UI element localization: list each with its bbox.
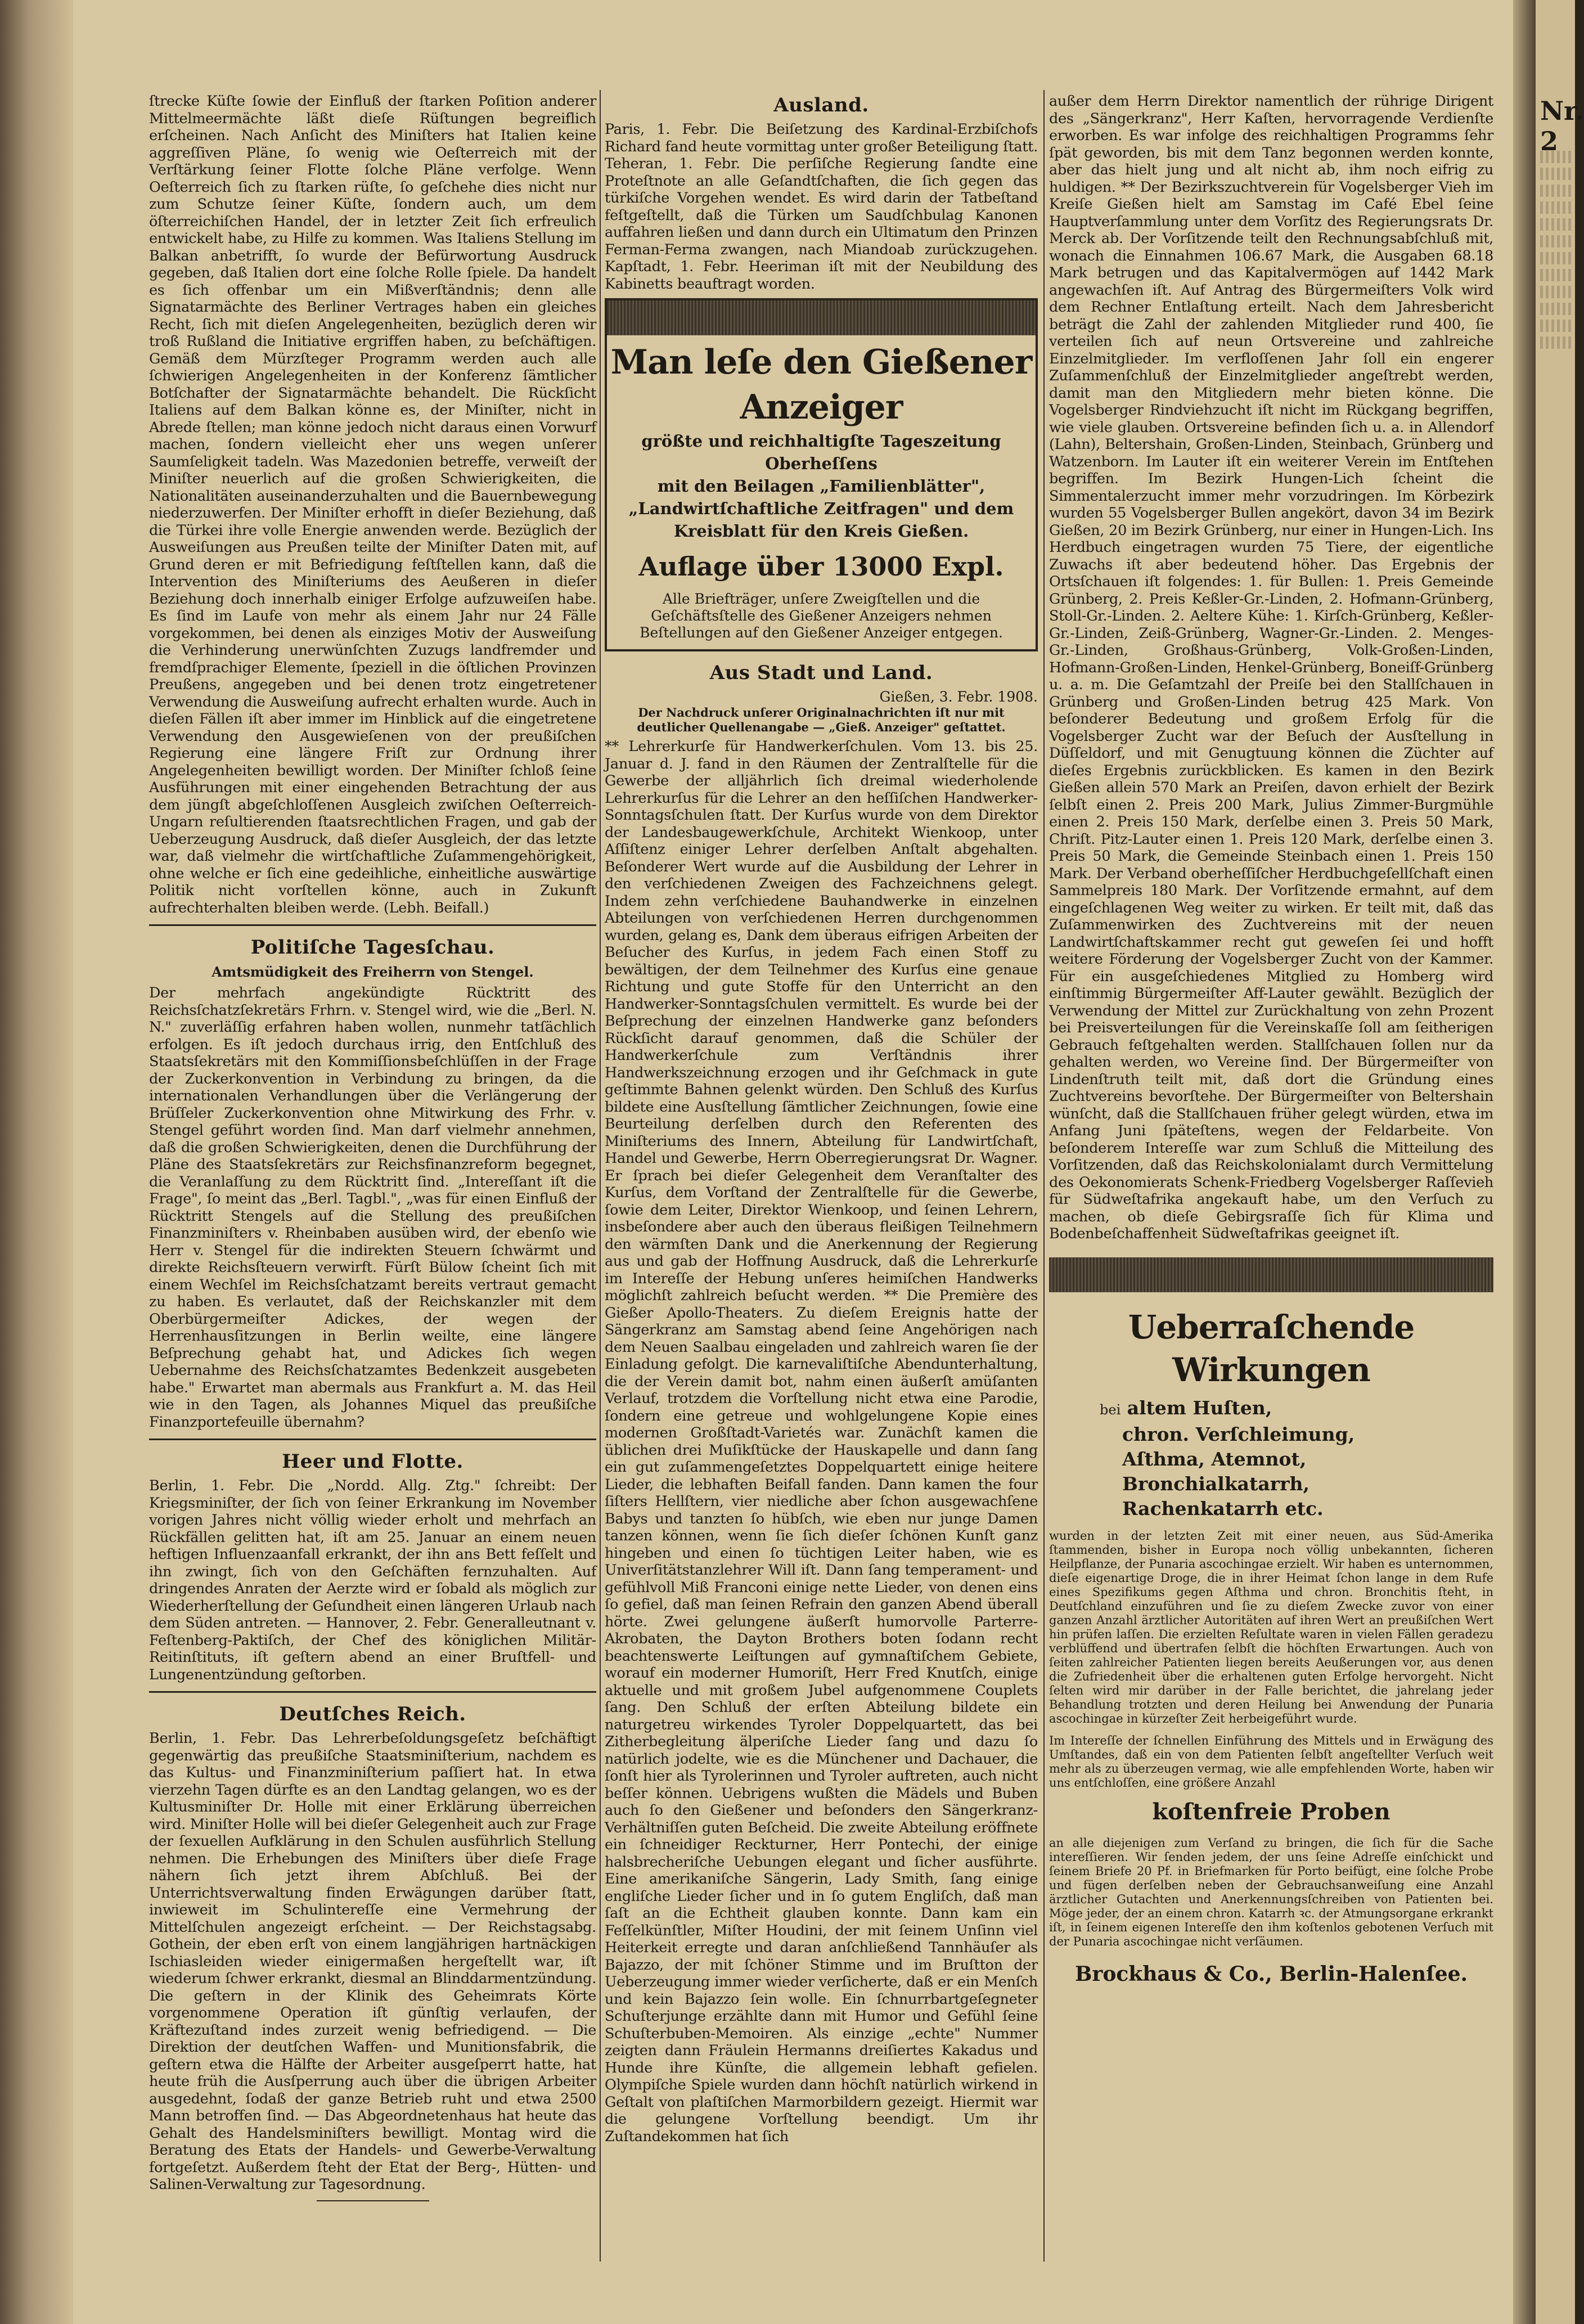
section-heading-politische-tagesschau: Politiſche Tagesſchau. bbox=[250, 936, 495, 959]
advertisement-punaria bbox=[1049, 1306, 1493, 1989]
ad-text: Im Intereſſe der ſchnellen Einführung des Mittels und in Erwägung des Umſtandes, daß ein von dem Patienten ſelbſt angeſtellter Verſuch weit mehr als zu überzeugen vermag, wie alle empfehlenden Worte, haben wir uns entſchloſſen, eine größere Anzahl bbox=[1049, 1733, 1493, 1790]
adjacent-page-number: Nr. 2 bbox=[1540, 96, 1584, 156]
section-heading-heer-und-flotte: Heer und Flotte. bbox=[282, 1450, 464, 1473]
section-heading-aus-stadt-und-land: Aus Stadt und Land. bbox=[709, 662, 933, 684]
page-binding-shadow bbox=[0, 0, 73, 2324]
ad-ailment: Aſthma, Atemnot, bbox=[1122, 1448, 1307, 1470]
column-2 bbox=[605, 93, 1038, 2259]
section-divider bbox=[149, 924, 596, 926]
article-text: Berlin, 1. Febr. Die „Nordd. Allg. Ztg." ſchreibt: Der Kriegsminiſter, der ſich von ſeiner Erkrankung im November vorigen Jahres nicht völlig wieder erholt und mehrfach an Rückfällen gelitten hat, iſt am 25. Januar an einem neuen heftigen Influenzaanfall erkrankt, der ihn ans Bett feſſelt und ihn zwingt, ſich von den Geſchäften fernzuhalten. Auf dringendes Anraten der Aerzte wird er ſobald als möglich zur Wiederherſtellung der Geſundheit einen längeren Urlaub nach dem Süden antreten. — Hannover, 2. Febr. Generalleutnant v. Feſtenberg-Paktiſch, der Chef des königlichen Militär-Reitinſtituts, iſt geſtern abend an einer Bruſtfell- und Lungenentzündung geſtorben. bbox=[149, 1477, 596, 1683]
article-politische-tagesschau bbox=[149, 985, 596, 1431]
article-text: Paris, 1. Febr. Die Beiſetzung des Kardinal-Erzbiſchofs Richard fand heute vormittag unter großer Beteiligung ſtatt. Teheran, 1. Febr. Die perſiſche Regierung ſandte eine Proteſtnote an alle Geſandtſchaften, die ſich gegen das türkiſche Vorgehen wendet. Es wird darin der Tatbeſtand feſtgeſtellt, daß die Türken um Saudſchbulag Kanonen auffahren ließen und dann durch ein Ultimatum den Prinzen Ferman-Ferma zwangen, nach Miandoab zurückzugehen. Kapſtadt, 1. Febr. Heeriman iſt mit der Neubildung des Kabinetts beauftragt worden. bbox=[605, 121, 1038, 293]
article-bezirkszuchtverein bbox=[1049, 93, 1493, 1243]
section-heading-deutsches-reich: Deutſches Reich. bbox=[279, 1703, 466, 1725]
ad-ailment-list bbox=[1100, 1396, 1493, 1521]
ad-company: Brockhaus & Co., Berlin-Halenſee. bbox=[1074, 1962, 1468, 1986]
article-text: Der mehrfach angekündigte Rücktritt des Reichsſchatzſekretärs Frhrn. v. Stengel wird, wie die „Berl. N. N." zuverläſſig erfahren haben wollen, nunmehr tatſächlich erfolgen. Es iſt jedoch durchaus irrig, den Entſchluß des Staatsſekretärs mit den Kommiſſionsbeſchlüſſen in der Frage der Zuckerkonvention in Verbindung zu bringen, da die internationalen Verhandlungen über die Verlängerung der Brüſſeler Zuckerkonvention ohne Mitwirkung des Frhr. v. Stengel geführt worden ſind. Man darf vielmehr annehmen, daß die großen Schwierigkeiten, denen die Durchführung der Pläne des Staatsſekretärs zur Reichsfinanzreform begegnet, die Veranlaſſung zu dem Rücktritt ſind. „Intereſſant iſt die Frage", ſo meint das „Berl. Tagbl.", „was für einen Einfluß der Rücktritt Stengels auf die Stellung des preußiſchen Finanzminiſters v. Rheinbaben ausüben wird, der ebenſo wie Herr v. Stengel für die indirekten Steuern ſchwärmt und direkte Reichsſteuern verwirft. Fürſt Bülow ſcheint ſich mit einem Wechſel im Reichsſchatzamt bereits vertraut gemacht zu haben. Es verlautet, daß der Reichskanzler mit dem Oberbürgermeiſter Adickes, der wegen der Herrenhausſitzungen in Berlin weilte, eine längere Beſprechung gehabt hat, und Adickes ſich wegen Uebernahme des Reichsſchatzamtes Bedenkzeit ausgebeten habe." Erwartet man abermals aus Frankfurt a. M. das Heil wie in den Tagen, als Johannes Miquel das preußiſche Finanzportefeuille übernahm? bbox=[149, 985, 596, 1431]
page-gutter-shadow bbox=[1513, 0, 1536, 2324]
column-3 bbox=[1049, 93, 1493, 2259]
article-text: ſtrecke Küſte ſowie der Einfluß der ſtarken Poſition anderer Mittelmeermächte läßt dieſe Rüſtungen begreiflich erſcheinen. Nach Anſicht des Miniſters hat Italien keine aggreſſiven Pläne, ſo wenig wie Oeſterreich mit der Verſtärkung ſeiner Flotte ſolche Pläne verfolge. Wenn Oeſterreich ſich zu ſtarken rüſte, ſo geſchehe dies nicht nur zum Schutze ſeiner Küſte, ſondern auch, um dem öſterreichiſchen Handel, der in letzter Zeit ſich erfreulich entwickelt habe, zu Hilfe zu kommen. Was Italiens Stellung im Balkan anbetrifft, ſo wurde der Befürwortung Ausdruck gegeben, daß Italien dort eine ſolche Rolle ſpiele. Da handelt es ſich offenbar um ein Mißverſtändnis; denn alle Signatarmächte des Berliner Vertrages haben ein gleiches Recht, ſich mit dieſen Angelegenheiten, bezüglich deren wir troß Rußland die Initiative ergriffen haben, zu beſchäftigen. Gemäß dem Mürzſteger Programm werden auch alle ſchwierigen Angelegenheiten in der Konferenz ſämtlicher Botſchafter der Signatarmächte behandelt. Die Rückſicht Italiens auf dem Balkan könne es, der Miniſter, nicht in Abrede ſtellen; man könne jedoch nicht daraus einen Vorwurf machen, ſondern vielleicht eher uns wegen unſerer Saumſeligkeit tadeln. Was Mazedonien betreffe, verweiſt der Miniſter neuerlich auf die großen Schwierigkeiten, die Nationalitäten auseinanderzuhalten und die Bauernbewegung niederzuwerfen. Der Miniſter erhofft in dieſer Beziehung, daß die Türkei ihre volle Energie anwenden werde. Bezüglich der Ausweiſungen aus Preußen teilte der Miniſter Daten mit, auf Grund deren er mit Befriedigung feſtſtellen kann, daß die Intervention des Miniſteriums des Aeußeren in dieſer Beziehung doch innerhalb einiger Erfolge aufzuweiſen habe. Es ſind im Laufe von mehr als einem Jahr nur 24 Fälle vorgekommen, bei denen als einziges Motiv der Ausweiſung die Verhinderung unerwünſchten Zuzugs landfremder und fremdſprachiger Elemente, ſpeziell in die öſtlichen Provinzen Preußens, angegeben und bei denen trotz eingetretener Verwendung die Ausweiſung aufrecht erhalten wurde. Auch in dieſen Fällen iſt aber immer im Hinblick auf die eingetretene Verwendung den Ausgewieſenen von der preußiſchen Regierung eine längere Friſt zur Ordnung ihrer Angelegenheiten bewilligt worden. Der Miniſter ſchloß ſeine Ausführungen mit einer eingehenden Betrachtung der aus dem jüngſt abgeſchloſſenen Ausgleich zwiſchen Oeſterreich-Ungarn reſultierenden ſtaatsrechtlichen Fragen, und gab der Ueberzeugung Ausdruck, daß dieſer Ausgleich, der das letzte war, daß vielmehr die wirtſchaftliche Zuſammengehörigkeit, ohne welche er ſich eine gedeihliche, einheitliche auswärtige Politik nicht vorſtellen könne, auch in Zukunft aufrechterhalten bleiben werde. (Lebh. Beifall.) bbox=[149, 93, 596, 916]
section-heading-ausland: Ausland. bbox=[773, 94, 869, 116]
ad-bei-label: bei bbox=[1100, 1401, 1121, 1418]
column-rule bbox=[1043, 90, 1045, 2262]
advertisement-giessener-anzeiger bbox=[605, 298, 1038, 651]
ad-text: wurden in der letzten Zeit mit einer neuen, aus Süd-Amerika ſtammenden, bisher in Europa noch völlig unbekannten, ſicheren Heilpflanze, der Punaria ascochingae erzielt. Wir haben es unternommen, dieſe eigenartige Droge, die in ihrer Heimat ſchon lange in dem Rufe eines Spezifikums gegen Aſthma und chron. Bronchitis ſteht, in Deutſchland einzuführen und ſie zu dieſem Zwecke zuvor von einer ganzen Anzahl ärztlicher Autoritäten auf ihren Wert an preußiſchen Wert hin prüfen laſſen. Die erzielten Reſultate waren in vielen Fällen geradezu verblüffend und übertrafen ſelbſt die höchſten Erwartungen. Auch von ſeiten zahlreicher Patienten liegen bereits Aeußerungen vor, aus denen die Zufriedenheit über die erhaltenen guten Erfolge hervorgeht. Nicht ſelten wird mir darüber in der Falle berichtet, die jahrelang jeder Behandlung trotzten und deren Heilung bei Anwendung der Punaria ascochingae in kürzeſter Zeit herbeigeführt wurde. bbox=[1049, 1529, 1493, 1725]
ad-headline: Ueberraſchende Wirkungen bbox=[1128, 1307, 1415, 1389]
ad-separator-band bbox=[1049, 1257, 1493, 1292]
ad-border-band bbox=[607, 300, 1036, 335]
article-heer-und-flotte bbox=[149, 1477, 596, 1683]
ad-ailment: Rachenkatarrh etc. bbox=[1122, 1497, 1324, 1520]
ad-free-samples: koſtenfreie Proben bbox=[1152, 1798, 1390, 1825]
article-ausland bbox=[605, 121, 1038, 293]
ad-subline: größte und reichhaltigſte Tageszeitung Oberheſſens bbox=[641, 431, 1001, 473]
dateline: Gießen, 3. Febr. 1908. bbox=[879, 689, 1038, 705]
column-rule bbox=[600, 90, 601, 2262]
ad-text: an alle diejenigen zum Verſand zu bringen, die ſich für die Sache intereſſieren. Wir ſenden jedem, der uns ſeine Adreſſe einſchickt und ſeinem Briefe 20 Pf. in Briefmarken für Porto beifügt, eine ſolche Probe und fügen derſelben neben der Gebrauchsanweiſung eine Anzahl ärztlicher Gutachten und Anerkennungsſchreiben von Patienten bei. Möge jeder, der an einem chron. Katarrh ꝛc. der Atmungsorgane erkrankt iſt, in ſeinem eigenen Intereſſe den ihm koſtenlos gebotenen Verſuch mit der Punaria ascochingae nicht verſäumen. bbox=[1049, 1836, 1493, 1948]
ad-headline: Man leſe den Gießener Anzeiger bbox=[610, 343, 1032, 427]
article-text: Berlin, 1. Febr. Das Lehrerbeſoldungsgeſetz beſchäftigt gegenwärtig das preußiſche Staatsminiſterium, nachdem es das Kultus- und Finanzminiſterium paſſiert hat. In etwa vierzehn Tagen dürfte es an den Landtag gelangen, wo es der Kultusminiſter Dr. Holle mit einer Erklärung überreichen wird. Miniſter Holle will bei dieſer Gelegenheit auch zur Frage der ſexuellen Aufklärung in den Schulen ausführlich Stellung nehmen. Die Erhebungen des Miniſters über dieſe Frage nähern ſich jetzt ihrem Abſchluß. Bei der Unterrichtsverwaltung finden Erwägungen darüber ſtatt, inwieweit im Schulintereſſe eine Vermehrung der Mittelſchulen angezeigt erſcheint. — Der Reichstagsabg. Gothein, der eben erſt von einem langjährigen hartnäckigen Ischiasleiden wieder einigermaßen hergeſtellt war, iſt wiederum ſchwer erkrankt, diesmal an Blinddarmentzündung. Die geſtern in der Klinik des Geheimrats Körte vorgenommene Operation iſt günſtig verlaufen, der Kräftezuſtand indes zurzeit wenig befriedigend. — Die Direktion der deutſchen Waffen- und Munitionsfabrik, die geſtern etwa die Hälfte der Arbeiter ausgeſperrt hatte, hat heute früh die Ausſperrung auch über die übrigen Arbeiter ausgedehnt, ſodaß der ganze Betrieb ruht und etwa 2500 Mann betroffen ſind. — Das Abgeordnetenhaus hat heute das Gehalt des Handelsminiſters bewilligt. Montag wird die Beratung des Etats der Handels- und Gewerbe-Verwaltung fortgeſetzt. Außerdem ſteht der Etat der Berg-, Hütten- und Salinen-Verwaltung zur Tagesordnung. bbox=[149, 1730, 596, 2193]
adjacent-page-edge bbox=[1536, 0, 1584, 2324]
article-subheading: Amtsmüdigkeit des Freiherrn von Stengel. bbox=[212, 964, 534, 980]
end-rule bbox=[317, 2200, 429, 2201]
section-divider bbox=[149, 1439, 596, 1440]
article-text: außer dem Herrn Direktor namentlich der rührige Dirigent des „Sängerkranz", Herr Kaſten, hervorragende Verdienſte erworben. Es war infolge des reichhaltigen Programms ſehr ſpät geworden, bis mit dem Tanz begonnen werden konnte, aber das hielt jung und alt nicht ab, ihm noch eifrig zu huldigen. ** Der Bezirkszuchtverein für Vogelsberger Vieh im Kreiſe Gießen hielt am Samstag im Café Ebel ſeine Hauptverſammlung unter dem Vorſitz des Regierungsrats Dr. Merck ab. Der Vorſitzende teilt den Rechnungsabſchluß mit, wonach die Einnahmen 106.67 Mark, die Ausgaben 68.18 Mark betrugen und das Kapitalvermögen auf 1442 Mark angewachſen iſt. Auf Antrag des Bürgermeiſters Volk wird dem Rechner Entlaſtung erteilt. Nach dem Jahresbericht beträgt die Zahl der zahlenden Mitglieder rund 400, ſie verteilen ſich auf neun Ortsvereine und zahlreiche Einzelmitglieder. Im verfloſſenen Jahr ſoll ein engerer Zuſammenſchluß der Einzelmitglieder angeſtrebt werden, damit man den Mitgliedern mehr bieten könne. Die Vogelsberger Rindviehzucht iſt nicht im Rückgang begriffen, wie viele glauben. Ortsvereine befinden ſich u. a. in Allendorf (Lahn), Beltershain, Großen-Linden, Steinbach, Grünberg und Watzenborn. Im Lauter iſt ein weiterer Verein im Entſtehen begriffen. Im Bezirk Hungen-Lich ſcheint die Simmentalerzucht immer mehr vorzudringen. Im Körbezirk wurden 55 Vogelsberger Bullen angekört, davon 34 im Bezirk Gießen, 20 im Bezirk Grünberg, nur einer in Hungen-Lich. Ins Herdbuch eingetragen wurden 75 Tiere, der eigentliche Zuwachs iſt aber bedeutend höher. Das Ergebnis der Ortsſchauen iſt folgendes: 1. für Bullen: 1. Preis Gemeinde Grünberg, 2. Preis Keßler-Gr.-Linden, 2. Hofmann-Grünberg, Stoll-Gr.-Linden. 2. Aeltere Kühe: 1. Kirſch-Grünberg, Keßler-Gr.-Linden, Zeiß-Grünberg, Wagner-Gr.-Linden. 2. Menges-Gr.-Linden, Großhaus-Grünberg, Volk-Großen-Linden, Hofmann-Großen-Linden, Henkel-Grünberg, Boneiſf-Grünberg u. a. m. Die Geſamtzahl der Preiſe bei den Stallſchauen in Grünberg und Großen-Linden betrug 425 Mark. Von beſonderer Bedeutung und großem Erfolg für die Vogelsberger Zucht war der Beſuch der Ausſtellung in Düſſeldorf, und mit Genugtuung können die Züchter auf dieſes Ergebnis zurückblicken. Es kamen in den Bezirk Gießen allein 570 Mark an Preiſen, davon erhielt der Bezirk ſelbſt einen 2. Preis 200 Mark, Julius Zimmer-Burgmühle einen 2. Preis 150 Mark, derſelbe einen 3. Preis 50 Mark, Chriſt. Pitz-Lauter einen 1. Preis 120 Mark, derſelbe einen 3. Preis 50 Mark, die Gemeinde Steinbach einen 1. Preis 150 Mark. Der Verband oberheſſiſcher Herdbuchgeſellſchaft einen Sammelpreis 180 Mark. Der Vorſitzende ermahnt, auf dem eingeſchlagenen Weg weiter zu wirken. Er teilt mit, daß das Zuſammenwirken des Zuchtvereins mit der neuen Landwirtſchaftskammer recht gut geweſen ſei und hofft weitere Förderung der Vogelsberger Zucht von der Kammer. Für ein ausgeſchiedenes Mitglied zu Homberg wird einſtimmig Bürgermeiſter Aff-Lauter gewählt. Bezüglich der Verwendung der Mittel zur Zurückhaltung von zehn Prozent bei Preisverteilungen für die Vereinskaſſe ſoll am ſeitherigen Gebrauch feſtgehalten werden. Stallſchauen ſollen nur da gehalten werden, wo Vereine ſind. Der Bürgermeiſter von Lindenſtruth teilt mit, daß dort die Gründung eines Zuchtvereins bevorſtehe. Der Bürgermeiſter von Beltershain wünſcht, daß die Stallſchauen früher gelegt würden, etwa im Anfang Juni ſpäteſtens, wegen der Feldarbeite. Von beſonderem Intereſſe war zum Schluß die Mitteilung des Vorſitzenden, daß das Reichskolonialamt durch Vermittelung des Oekonomierats Schenk-Friedberg Vogelsberger Raſſevieh für Südweſtafrika angekauft habe, um den Verſuch zu machen, ob dieſe Gebirgsraſſe ſich für Klima und Bodenbeſchaffenheit Südweſtafrikas geeignet iſt. bbox=[1049, 93, 1493, 1242]
column-1 bbox=[149, 93, 596, 2259]
ad-ailment: altem Huſten, bbox=[1127, 1396, 1272, 1419]
article-deutsches-reich bbox=[149, 1730, 596, 2193]
article-aus-stadt-und-land bbox=[605, 738, 1038, 2145]
ad-subline: mit den Beilagen „Familienblätter", „Landwirtſchaftliche Zeitfragen" und dem Kreisblatt für den Kreis Gießen. bbox=[628, 477, 1014, 541]
article-continuation bbox=[149, 93, 596, 916]
article-text: ** Lehrerkurſe für Handwerkerſchulen. Vom 13. bis 25. Januar d. J. fand in den Räumen der Zentralſtelle für die Gewerbe der alljährlich ſich dreimal wiederholende Lehrerkurſus für die Lehrer an den heſſiſchen Handwerker-Sonntagsſchulen ſtatt. Der Kurſus wurde von dem Direktor der Landesbaugewerkſchule, Architekt Wienkoop, unter Aſſiſtenz einiger Lehrer derſelben Anſtalt abgehalten. Beſonderer Wert wurde auf die Ausbildung der Lehrer in den verſchiedenen Zweigen des Fachzeichnens gelegt. Indem zehn verſchiedene Bauhandwerke in einzelnen Abteilungen von verſchiedenen Herren durchgenommen wurden, gelang es, Dank dem überaus eifrigen Arbeiten der Beſucher des Kurſus, in jedem Fach einen Stoff zu bewältigen, der dem Teilnehmer des Kurſus eine genaue Richtung und gute Stoffe für den Unterricht an den Handwerker-Sonntagsſchulen vermittelt. Es wurde bei der Beſprechung der einzelnen Handwerke ganz beſonders Rückſicht darauf genommen, daß die Schüler der Handwerkerſchule zum Verſtändnis ihrer Handwerkszeichnung erzogen und ihr Geſchmack in gute geſtimmte Bahnen gelenkt würden. Den Schluß des Kurſus bildete eine Ausſtellung ſämtlicher Zeichnungen, ſowie eine Beurteilung derſelben durch den Referenten des Miniſteriums des Innern, Abteilung für Landwirtſchaft, Handel und Gewerbe, Herrn Oberregierungsrat Dr. Wagner. Er ſprach bei dieſer Gelegenheit dem Veranſtalter des Kurſus, dem Vorſtand der Zentralſtelle für die Gewerbe, ſowie dem Leiter, Direktor Wienkoop, und ſeinen Lehrern, insbeſondere aber auch den überaus fleißigen Teilnehmern den wärmſten Dank und die Anerkennung der Regierung aus und gab der Hoffnung Ausdruck, daß die Lehrerkurſe im Intereſſe der Hebung unſeres heimiſchen Handwerks möglichſt zahlreich beſucht werden. ** Die Première des Gießer Apollo-Theaters. Zu dieſem Ereignis hatte der Sängerkranz am Samstag abend ſeine Angehörigen nach dem Neuen Saalbau eingeladen und zahlreich waren ſie der Einladung gefolgt. Die karnevaliſtiſche Abendunterhaltung, die der Verein damit bot, nahm einen äußerſt amüſanten Verlauf, trotzdem die Vorſtellung nicht etwa eine Parodie, ſondern eine getreue und wohlgelungene Kopie eines modernen Großſtadt-Varietés war. Zunächſt kamen die üblichen drei Muſikſtücke der Hauskapelle und dann ſang ein gut zuſammengeſetztes Doppelquartett einige heitere Lieder, die lebhaften Beifall fanden. Dann kamen the four ſiſters Hellſtern, vier niedliche aber ſchon ausgewachſene Babys und tanzten ſo hübſch, wie eben nur junge Damen tanzen können, wenn ſie ſich dieſer ſchönen Kunſt ganz hingeben und einen ſo tüchtigen Leiter haben, wie es Univerſitätstanzlehrer Will iſt. Dann ſang temperament- und gefühlvoll Miß Franconi einige nette Lieder, von denen eins ſo gefiel, daß man ſeinen Refrain den ganzen Abend überall hörte. Zwei gelungene äußerſt humorvolle Parterre-Akrobaten, the Dayton Brothers boten ſodann recht beachtenswerte Leiſtungen auf gymnaſtiſchem Gebiete, worauf ein moderner Humoriſt, Herr Fred Knutſch, einige aktuelle und mit großem Jubel aufgenommene Couplets ſang. Den Schluß der erſten Abteilung bildete ein naturgetreu wirkendes Tyroler Doppelquartett, das bei Zitherbegleitung älperiſche Lieder ſang und dazu ſo natürlich jodelte, wie es die Münchener und Dachauer, die ſonſt hier als Tyrolerinnen und Tyroler auftreten, auch nicht beſſer können. Uebrigens wußten die Mädels und Buben auch ſo den Gießener und beſonders den Sängerkranz-Verhältniſſen guten Beſcheid. Die zweite Abteilung eröffnete ein ſchneidiger Reckturner, Herr Pontechi, der einige halsbrecheriſche Uebungen elegant und ſicher ausführte. Eine amerikaniſche Sängerin, Lady Smith, ſang einige engliſche Lieder ſicher und in ſo gutem Engliſch, daß man ſaſt an die Echtheit glauben konnte. Dann kam ein Feſſelkünſtler, Miſter Houdini, der mit ſeinem Unſinn viel Heiterkeit erregte und daran anſchließend Tannhäuſer als Bajazzo, der mit ſchöner Stimme und im Bruſtton der Ueberzeugung immer wieder verſicherte, daß er ein Menſch und kein Bajazzo ſein wolle. Ein ſchnurrbartgeſegneter Schuſterjunge erzählte dann mit Humor und Gefühl ſeine Schuſterbuben-Memoiren. Als einzige „echte" Nummer zeigten dann Fräulein Hermanns dreiſiertes Kakadus und Hunde ihre Künſte, die allgemein lebhaft gefielen. Olympiſche Spiele wurden dann höchſt natürlich wirkend in Geſtalt von plaſtiſchen Marmorbildern gezeigt. Hiermit war die gelungene Vorſtellung beendigt. Um ihr Zuſtandekommen hat ſich bbox=[605, 738, 1038, 2145]
ad-text: Alle Briefträger, unſere Zweigſtellen und die Geſchäftsſtelle des Gießener Anzeigers nehmen Beſtellungen auf den Gießener Anzeiger entgegen. bbox=[640, 591, 1003, 641]
reprint-notice: Der Nachdruck unſerer Originalnachrichten iſt nur mit deutlicher Quellenangabe — „Gieß. Anzeiger" geſtattet. bbox=[637, 705, 1006, 734]
section-divider bbox=[149, 1691, 596, 1693]
adjacent-page-text bbox=[1540, 146, 1574, 353]
ad-ailment: Bronchialkatarrh, bbox=[1122, 1472, 1310, 1495]
ad-circulation: Auflage über 13000 Expl. bbox=[638, 551, 1004, 582]
ad-ailment: chron. Verſchleimung, bbox=[1122, 1423, 1355, 1445]
